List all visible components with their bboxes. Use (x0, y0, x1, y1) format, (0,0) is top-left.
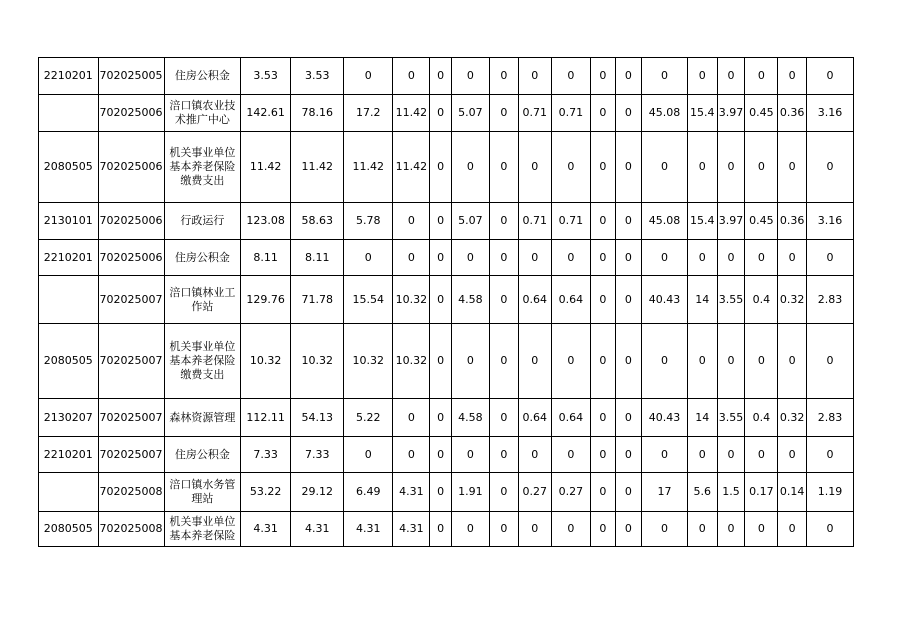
amount-cell: 0 (518, 240, 551, 276)
amount-cell: 10.32 (393, 276, 430, 324)
amount-cell: 3.55 (717, 399, 745, 437)
amount-cell: 0 (430, 512, 451, 547)
amount-cell: 0 (745, 437, 778, 473)
subject-code-cell (39, 95, 99, 132)
amount-cell: 0 (430, 58, 451, 95)
subject-code-cell (39, 276, 99, 324)
amount-cell: 0 (451, 437, 489, 473)
amount-cell: 0 (344, 58, 393, 95)
amount-cell: 0 (344, 240, 393, 276)
amount-cell: 11.42 (393, 95, 430, 132)
amount-cell: 2.83 (807, 276, 854, 324)
amount-cell: 15.4 (687, 95, 717, 132)
amount-cell: 40.43 (642, 276, 688, 324)
amount-cell: 0 (490, 95, 519, 132)
amount-cell: 0 (430, 473, 451, 512)
amount-cell: 11.42 (291, 132, 344, 203)
item-name-cell: 机关事业单位 基本养老保险 (164, 512, 241, 547)
amount-cell: 0 (551, 324, 590, 399)
table-row (39, 58, 854, 95)
amount-cell: 17.2 (344, 95, 393, 132)
amount-cell: 14 (687, 276, 717, 324)
amount-cell: 0 (615, 95, 642, 132)
unit-code-cell: 702025007 (98, 276, 164, 324)
table-row (39, 437, 854, 473)
amount-cell: 5.07 (451, 203, 489, 240)
table-row (39, 473, 854, 512)
amount-cell: 45.08 (642, 203, 688, 240)
subject-code-cell: 2080505 (39, 512, 99, 547)
unit-code-cell: 702025006 (98, 95, 164, 132)
unit-code-cell: 702025006 (98, 203, 164, 240)
amount-cell: 5.22 (344, 399, 393, 437)
amount-cell: 0 (591, 203, 615, 240)
amount-cell: 0 (642, 512, 688, 547)
amount-cell: 10.32 (291, 324, 344, 399)
amount-cell: 0.45 (745, 95, 778, 132)
amount-cell: 0 (393, 203, 430, 240)
amount-cell: 45.08 (642, 95, 688, 132)
amount-cell: 0 (717, 58, 745, 95)
amount-cell: 0.64 (518, 399, 551, 437)
amount-cell: 0 (745, 324, 778, 399)
amount-cell: 0 (778, 132, 807, 203)
budget-table (38, 57, 854, 547)
amount-cell: 0 (615, 132, 642, 203)
amount-cell: 0 (615, 324, 642, 399)
table-row (39, 132, 854, 203)
amount-cell: 29.12 (291, 473, 344, 512)
amount-cell: 1.91 (451, 473, 489, 512)
amount-cell: 7.33 (291, 437, 344, 473)
table-row (39, 203, 854, 240)
amount-cell: 0.27 (518, 473, 551, 512)
amount-cell: 0 (745, 240, 778, 276)
amount-cell: 3.97 (717, 95, 745, 132)
item-name-cell: 涪口镇农业技 术推广中心 (164, 95, 241, 132)
amount-cell: 40.43 (642, 399, 688, 437)
amount-cell: 3.97 (717, 203, 745, 240)
subject-code-cell (39, 473, 99, 512)
amount-cell: 0 (490, 324, 519, 399)
amount-cell: 0 (518, 132, 551, 203)
item-name-cell: 机关事业单位 基本养老保险 缴费支出 (164, 132, 241, 203)
amount-cell: 0 (745, 132, 778, 203)
amount-cell: 5.78 (344, 203, 393, 240)
item-name-cell: 住房公积金 (164, 58, 241, 95)
amount-cell: 0 (717, 512, 745, 547)
amount-cell: 0 (642, 240, 688, 276)
subject-code-cell: 2080505 (39, 132, 99, 203)
amount-cell: 0 (451, 324, 489, 399)
amount-cell: 0 (745, 58, 778, 95)
amount-cell: 14 (687, 399, 717, 437)
amount-cell: 0 (807, 58, 854, 95)
amount-cell: 0 (591, 437, 615, 473)
amount-cell: 0 (687, 437, 717, 473)
amount-cell: 0 (490, 240, 519, 276)
table-row (39, 399, 854, 437)
amount-cell: 15.54 (344, 276, 393, 324)
amount-cell: 3.53 (291, 58, 344, 95)
amount-cell: 0 (591, 512, 615, 547)
amount-cell: 0 (615, 203, 642, 240)
subject-code-cell: 2210201 (39, 240, 99, 276)
amount-cell: 0 (615, 512, 642, 547)
unit-code-cell: 702025008 (98, 473, 164, 512)
amount-cell: 0 (807, 512, 854, 547)
amount-cell: 0 (430, 240, 451, 276)
amount-cell: 0 (778, 324, 807, 399)
amount-cell: 10.32 (241, 324, 291, 399)
amount-cell: 15.4 (687, 203, 717, 240)
amount-cell: 0 (393, 240, 430, 276)
amount-cell: 0 (430, 399, 451, 437)
amount-cell: 0 (591, 58, 615, 95)
amount-cell: 10.32 (393, 324, 430, 399)
amount-cell: 0.71 (551, 95, 590, 132)
amount-cell: 0 (551, 58, 590, 95)
item-name-cell: 涪口镇林业工 作站 (164, 276, 241, 324)
unit-code-cell: 702025005 (98, 58, 164, 95)
amount-cell: 0 (490, 399, 519, 437)
amount-cell: 0 (717, 437, 745, 473)
amount-cell: 5.07 (451, 95, 489, 132)
amount-cell: 0.64 (551, 276, 590, 324)
amount-cell: 0 (518, 512, 551, 547)
amount-cell: 8.11 (291, 240, 344, 276)
amount-cell: 4.31 (393, 473, 430, 512)
amount-cell: 0 (615, 276, 642, 324)
amount-cell: 2.83 (807, 399, 854, 437)
amount-cell: 0.71 (518, 95, 551, 132)
amount-cell: 0 (687, 240, 717, 276)
amount-cell: 0 (615, 473, 642, 512)
amount-cell: 0 (687, 512, 717, 547)
amount-cell: 5.6 (687, 473, 717, 512)
amount-cell: 0 (778, 437, 807, 473)
amount-cell: 0 (551, 437, 590, 473)
amount-cell: 123.08 (241, 203, 291, 240)
amount-cell: 0 (490, 437, 519, 473)
subject-code-cell: 2130101 (39, 203, 99, 240)
amount-cell: 0 (430, 203, 451, 240)
amount-cell: 6.49 (344, 473, 393, 512)
item-name-cell: 住房公积金 (164, 437, 241, 473)
amount-cell: 0 (430, 95, 451, 132)
amount-cell: 0 (807, 437, 854, 473)
amount-cell: 3.55 (717, 276, 745, 324)
amount-cell: 0 (591, 95, 615, 132)
table-row (39, 276, 854, 324)
amount-cell: 0 (591, 240, 615, 276)
amount-cell: 4.31 (291, 512, 344, 547)
amount-cell: 0.4 (745, 399, 778, 437)
amount-cell: 0.32 (778, 399, 807, 437)
amount-cell: 0 (518, 324, 551, 399)
amount-cell: 0 (430, 276, 451, 324)
amount-cell: 0 (778, 512, 807, 547)
amount-cell: 0 (642, 58, 688, 95)
amount-cell: 8.11 (241, 240, 291, 276)
subject-code-cell: 2080505 (39, 324, 99, 399)
amount-cell: 0 (551, 132, 590, 203)
amount-cell: 0 (430, 324, 451, 399)
amount-cell: 0.4 (745, 276, 778, 324)
amount-cell: 0 (615, 437, 642, 473)
item-name-cell: 森林资源管理 (164, 399, 241, 437)
item-name-cell: 涪口镇水务管 理站 (164, 473, 241, 512)
subject-code-cell: 2130207 (39, 399, 99, 437)
amount-cell: 0 (591, 324, 615, 399)
amount-cell: 0 (687, 58, 717, 95)
amount-cell: 0 (745, 512, 778, 547)
amount-cell: 0 (807, 324, 854, 399)
amount-cell: 0 (393, 437, 430, 473)
amount-cell: 0 (717, 324, 745, 399)
amount-cell: 3.16 (807, 203, 854, 240)
amount-cell: 0 (490, 203, 519, 240)
amount-cell: 4.31 (344, 512, 393, 547)
table-row (39, 324, 854, 399)
amount-cell: 0 (615, 399, 642, 437)
amount-cell: 0.71 (518, 203, 551, 240)
amount-cell: 0 (591, 132, 615, 203)
amount-cell: 0 (807, 132, 854, 203)
amount-cell: 0 (717, 240, 745, 276)
amount-cell: 0 (393, 58, 430, 95)
amount-cell: 53.22 (241, 473, 291, 512)
amount-cell: 0 (490, 132, 519, 203)
amount-cell: 78.16 (291, 95, 344, 132)
amount-cell: 0 (778, 58, 807, 95)
unit-code-cell: 702025007 (98, 437, 164, 473)
amount-cell: 142.61 (241, 95, 291, 132)
amount-cell: 11.42 (241, 132, 291, 203)
amount-cell: 0 (451, 512, 489, 547)
unit-code-cell: 702025006 (98, 240, 164, 276)
amount-cell: 0 (344, 437, 393, 473)
amount-cell: 0.17 (745, 473, 778, 512)
amount-cell: 0.36 (778, 203, 807, 240)
amount-cell: 0 (490, 512, 519, 547)
unit-code-cell: 702025007 (98, 324, 164, 399)
amount-cell: 0 (451, 58, 489, 95)
amount-cell: 4.58 (451, 276, 489, 324)
amount-cell: 58.63 (291, 203, 344, 240)
amount-cell: 4.31 (393, 512, 430, 547)
amount-cell: 0.71 (551, 203, 590, 240)
amount-cell: 0.36 (778, 95, 807, 132)
amount-cell: 0 (430, 132, 451, 203)
amount-cell: 4.58 (451, 399, 489, 437)
amount-cell: 0 (642, 132, 688, 203)
amount-cell: 11.42 (344, 132, 393, 203)
amount-cell: 0 (451, 132, 489, 203)
amount-cell: 0 (393, 399, 430, 437)
amount-cell: 0 (642, 437, 688, 473)
amount-cell: 0 (518, 437, 551, 473)
amount-cell: 71.78 (291, 276, 344, 324)
amount-cell: 10.32 (344, 324, 393, 399)
amount-cell: 4.31 (241, 512, 291, 547)
amount-cell: 0 (717, 132, 745, 203)
amount-cell: 0 (687, 132, 717, 203)
amount-cell: 0 (591, 399, 615, 437)
amount-cell: 0 (451, 240, 489, 276)
amount-cell: 0 (778, 240, 807, 276)
amount-cell: 7.33 (241, 437, 291, 473)
amount-cell: 17 (642, 473, 688, 512)
amount-cell: 0.45 (745, 203, 778, 240)
amount-cell: 0 (591, 473, 615, 512)
subject-code-cell: 2210201 (39, 437, 99, 473)
amount-cell: 0 (518, 58, 551, 95)
amount-cell: 0.27 (551, 473, 590, 512)
unit-code-cell: 702025008 (98, 512, 164, 547)
amount-cell: 0 (807, 240, 854, 276)
item-name-cell: 行政运行 (164, 203, 241, 240)
unit-code-cell: 702025006 (98, 132, 164, 203)
amount-cell: 0 (551, 512, 590, 547)
amount-cell: 0 (430, 437, 451, 473)
amount-cell: 112.11 (241, 399, 291, 437)
table-row (39, 95, 854, 132)
amount-cell: 0 (687, 324, 717, 399)
table-row (39, 512, 854, 547)
amount-cell: 1.19 (807, 473, 854, 512)
amount-cell: 11.42 (393, 132, 430, 203)
amount-cell: 0.32 (778, 276, 807, 324)
amount-cell: 0 (642, 324, 688, 399)
amount-cell: 0 (551, 240, 590, 276)
amount-cell: 3.16 (807, 95, 854, 132)
amount-cell: 0 (591, 276, 615, 324)
amount-cell: 0 (490, 473, 519, 512)
item-name-cell: 住房公积金 (164, 240, 241, 276)
amount-cell: 0 (490, 276, 519, 324)
item-name-cell: 机关事业单位 基本养老保险 缴费支出 (164, 324, 241, 399)
amount-cell: 1.5 (717, 473, 745, 512)
amount-cell: 0 (490, 58, 519, 95)
amount-cell: 0 (615, 240, 642, 276)
unit-code-cell: 702025007 (98, 399, 164, 437)
amount-cell: 54.13 (291, 399, 344, 437)
amount-cell: 3.53 (241, 58, 291, 95)
amount-cell: 0 (615, 58, 642, 95)
amount-cell: 0.64 (551, 399, 590, 437)
amount-cell: 0.14 (778, 473, 807, 512)
table-row (39, 240, 854, 276)
subject-code-cell: 2210201 (39, 58, 99, 95)
amount-cell: 129.76 (241, 276, 291, 324)
amount-cell: 0.64 (518, 276, 551, 324)
